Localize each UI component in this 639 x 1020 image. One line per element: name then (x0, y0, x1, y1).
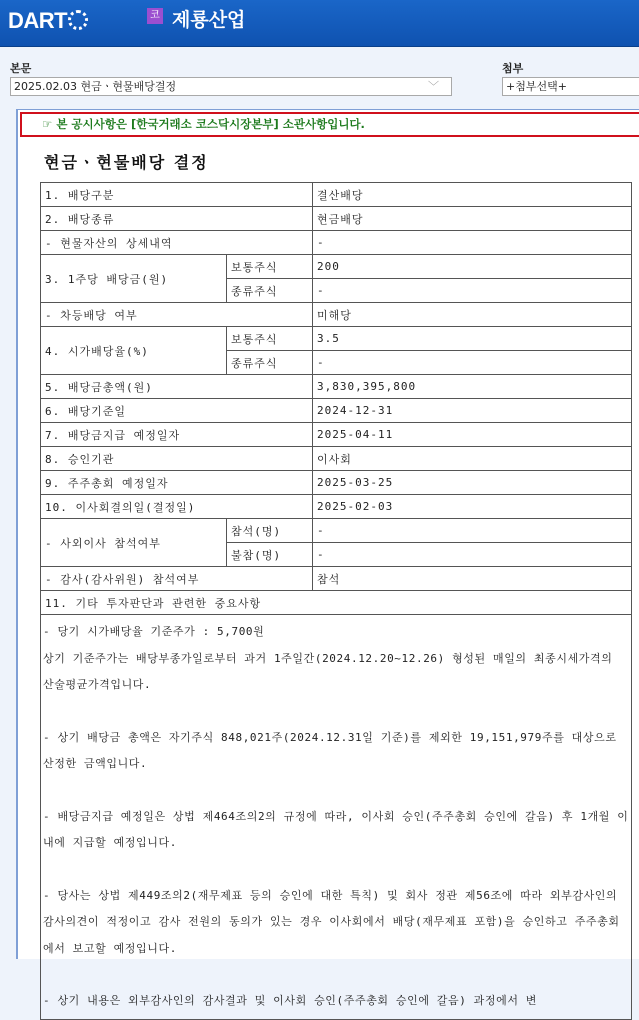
row-value: 2025-02-03 (313, 495, 632, 519)
row-value: 2025-03-25 (313, 471, 632, 495)
row-label: 10. 이사회결의일(결정일) (41, 495, 313, 519)
row-value: 2025-04-11 (313, 423, 632, 447)
note-paragraph: - 당기 시가배당율 기준주가 : 5,700원 (43, 625, 265, 638)
attach-label: 첨부 (502, 62, 524, 75)
sub-label: 불참(명) (227, 543, 313, 567)
table-row (41, 327, 632, 351)
logo-sun-icon (68, 10, 88, 30)
table-row (41, 183, 632, 207)
row-label: 9. 주주총회 예정일자 (41, 471, 313, 495)
note-paragraph: 상기 기준주가는 배당부종가일로부터 과거 1주일간(2024.12.20~12.26) 형성된 매일의 최종시세가격의 산술평균가격입니다. (43, 651, 613, 691)
body-select[interactable] (10, 77, 452, 96)
sub-label: 참석(명) (227, 519, 313, 543)
row-value: - (313, 543, 632, 567)
kosdaq-badge: 코 (147, 8, 163, 24)
sub-label: 보통주식 (227, 327, 313, 351)
header-bar (0, 0, 639, 47)
sub-label: 보통주식 (227, 255, 313, 279)
table-row (41, 207, 632, 231)
row-label: 3. 1주당 배당금(원) (41, 255, 227, 303)
table-row (41, 567, 632, 591)
dart-logo[interactable] (8, 8, 88, 34)
table-row (41, 591, 632, 615)
table-row (41, 399, 632, 423)
table-row (41, 303, 632, 327)
company-name: 제룡산업 (172, 9, 246, 31)
row-label: - 차등배당 여부 (41, 303, 313, 327)
note-paragraph: - 상기 배당금 총액은 자기주식 848,021주(2024.12.31일 기준)를 제외한 19,151,979주를 대상으로 산정한 금액입니다. (43, 730, 617, 770)
row-label: 4. 시가배당율(%) (41, 327, 227, 375)
logo-text: DART (8, 8, 68, 33)
row-value: 3.5 (313, 327, 632, 351)
row-value: - (313, 519, 632, 543)
attach-select[interactable] (502, 77, 639, 96)
note-paragraph: - 배당금지급 예정일은 상법 제464조의2의 규정에 따라, 이사회 승인(주주총회 승인에 갈음) 후 1개월 이내에 지급할 예정입니다. (43, 809, 629, 849)
table-row (41, 375, 632, 399)
row-label: 11. 기타 투자판단과 관련한 중요사항 (41, 591, 632, 615)
row-label: 1. 배당구분 (41, 183, 313, 207)
table-row (41, 423, 632, 447)
dividend-table (40, 182, 632, 1020)
row-value: 미해당 (313, 303, 632, 327)
row-label: - 감사(감사위원) 참석여부 (41, 567, 313, 591)
row-value: - (313, 279, 632, 303)
notice-banner: ☞ 본 공시사항은 [한국거래소 코스닥시장본부] 소관사항입니다. (20, 112, 639, 137)
note-paragraph: - 상기 내용은 외부감사인의 감사결과 및 이사회 승인(주주총회 승인에 갈음) 과정에서 변 (43, 994, 538, 1007)
row-value: 이사회 (313, 447, 632, 471)
table-row (41, 495, 632, 519)
note-paragraph: - 당사는 상법 제449조의2(재무제표 등의 승인에 대한 특칙) 및 회사 정관 제56조에 따라 외부감사인의 감사의견이 적정이고 감사 전원의 동의가 있는 경우 이사회에서 배당(재무제표 포함)을 승인하고 주주총회에서 보고할 예정입니다. (43, 888, 620, 955)
sub-label: 종류주식 (227, 279, 313, 303)
table-row (41, 447, 632, 471)
row-value: - (313, 351, 632, 375)
row-label: - 현물자산의 상세내역 (41, 231, 313, 255)
row-value: - (313, 231, 632, 255)
chevron-down-icon: ﹀ (428, 80, 439, 93)
row-value: 참석 (313, 567, 632, 591)
table-row (41, 615, 632, 1020)
row-value: 200 (313, 255, 632, 279)
table-row (41, 231, 632, 255)
sub-label: 종류주식 (227, 351, 313, 375)
row-label: - 사외이사 참석여부 (41, 519, 227, 567)
row-value: 결산배당 (313, 183, 632, 207)
row-label: 6. 배당기준일 (41, 399, 313, 423)
row-label: 5. 배당금총액(원) (41, 375, 313, 399)
other-notes (41, 615, 632, 1020)
row-value: 2024-12-31 (313, 399, 632, 423)
table-row (41, 519, 632, 543)
table-row (41, 255, 632, 279)
body-label: 본문 (10, 62, 32, 75)
row-label: 2. 배당종류 (41, 207, 313, 231)
row-label: 7. 배당금지급 예정일자 (41, 423, 313, 447)
attach-select-value: +첨부선택+ (506, 80, 567, 93)
row-value: 3,830,395,800 (313, 375, 632, 399)
document-title: 현금ㆍ현물배당 결정 (44, 153, 209, 172)
row-value: 현금배당 (313, 207, 632, 231)
table-row (41, 471, 632, 495)
body-select-value: 2025.02.03 현금ㆍ현물배당결정 (14, 80, 177, 93)
row-label: 8. 승인기관 (41, 447, 313, 471)
